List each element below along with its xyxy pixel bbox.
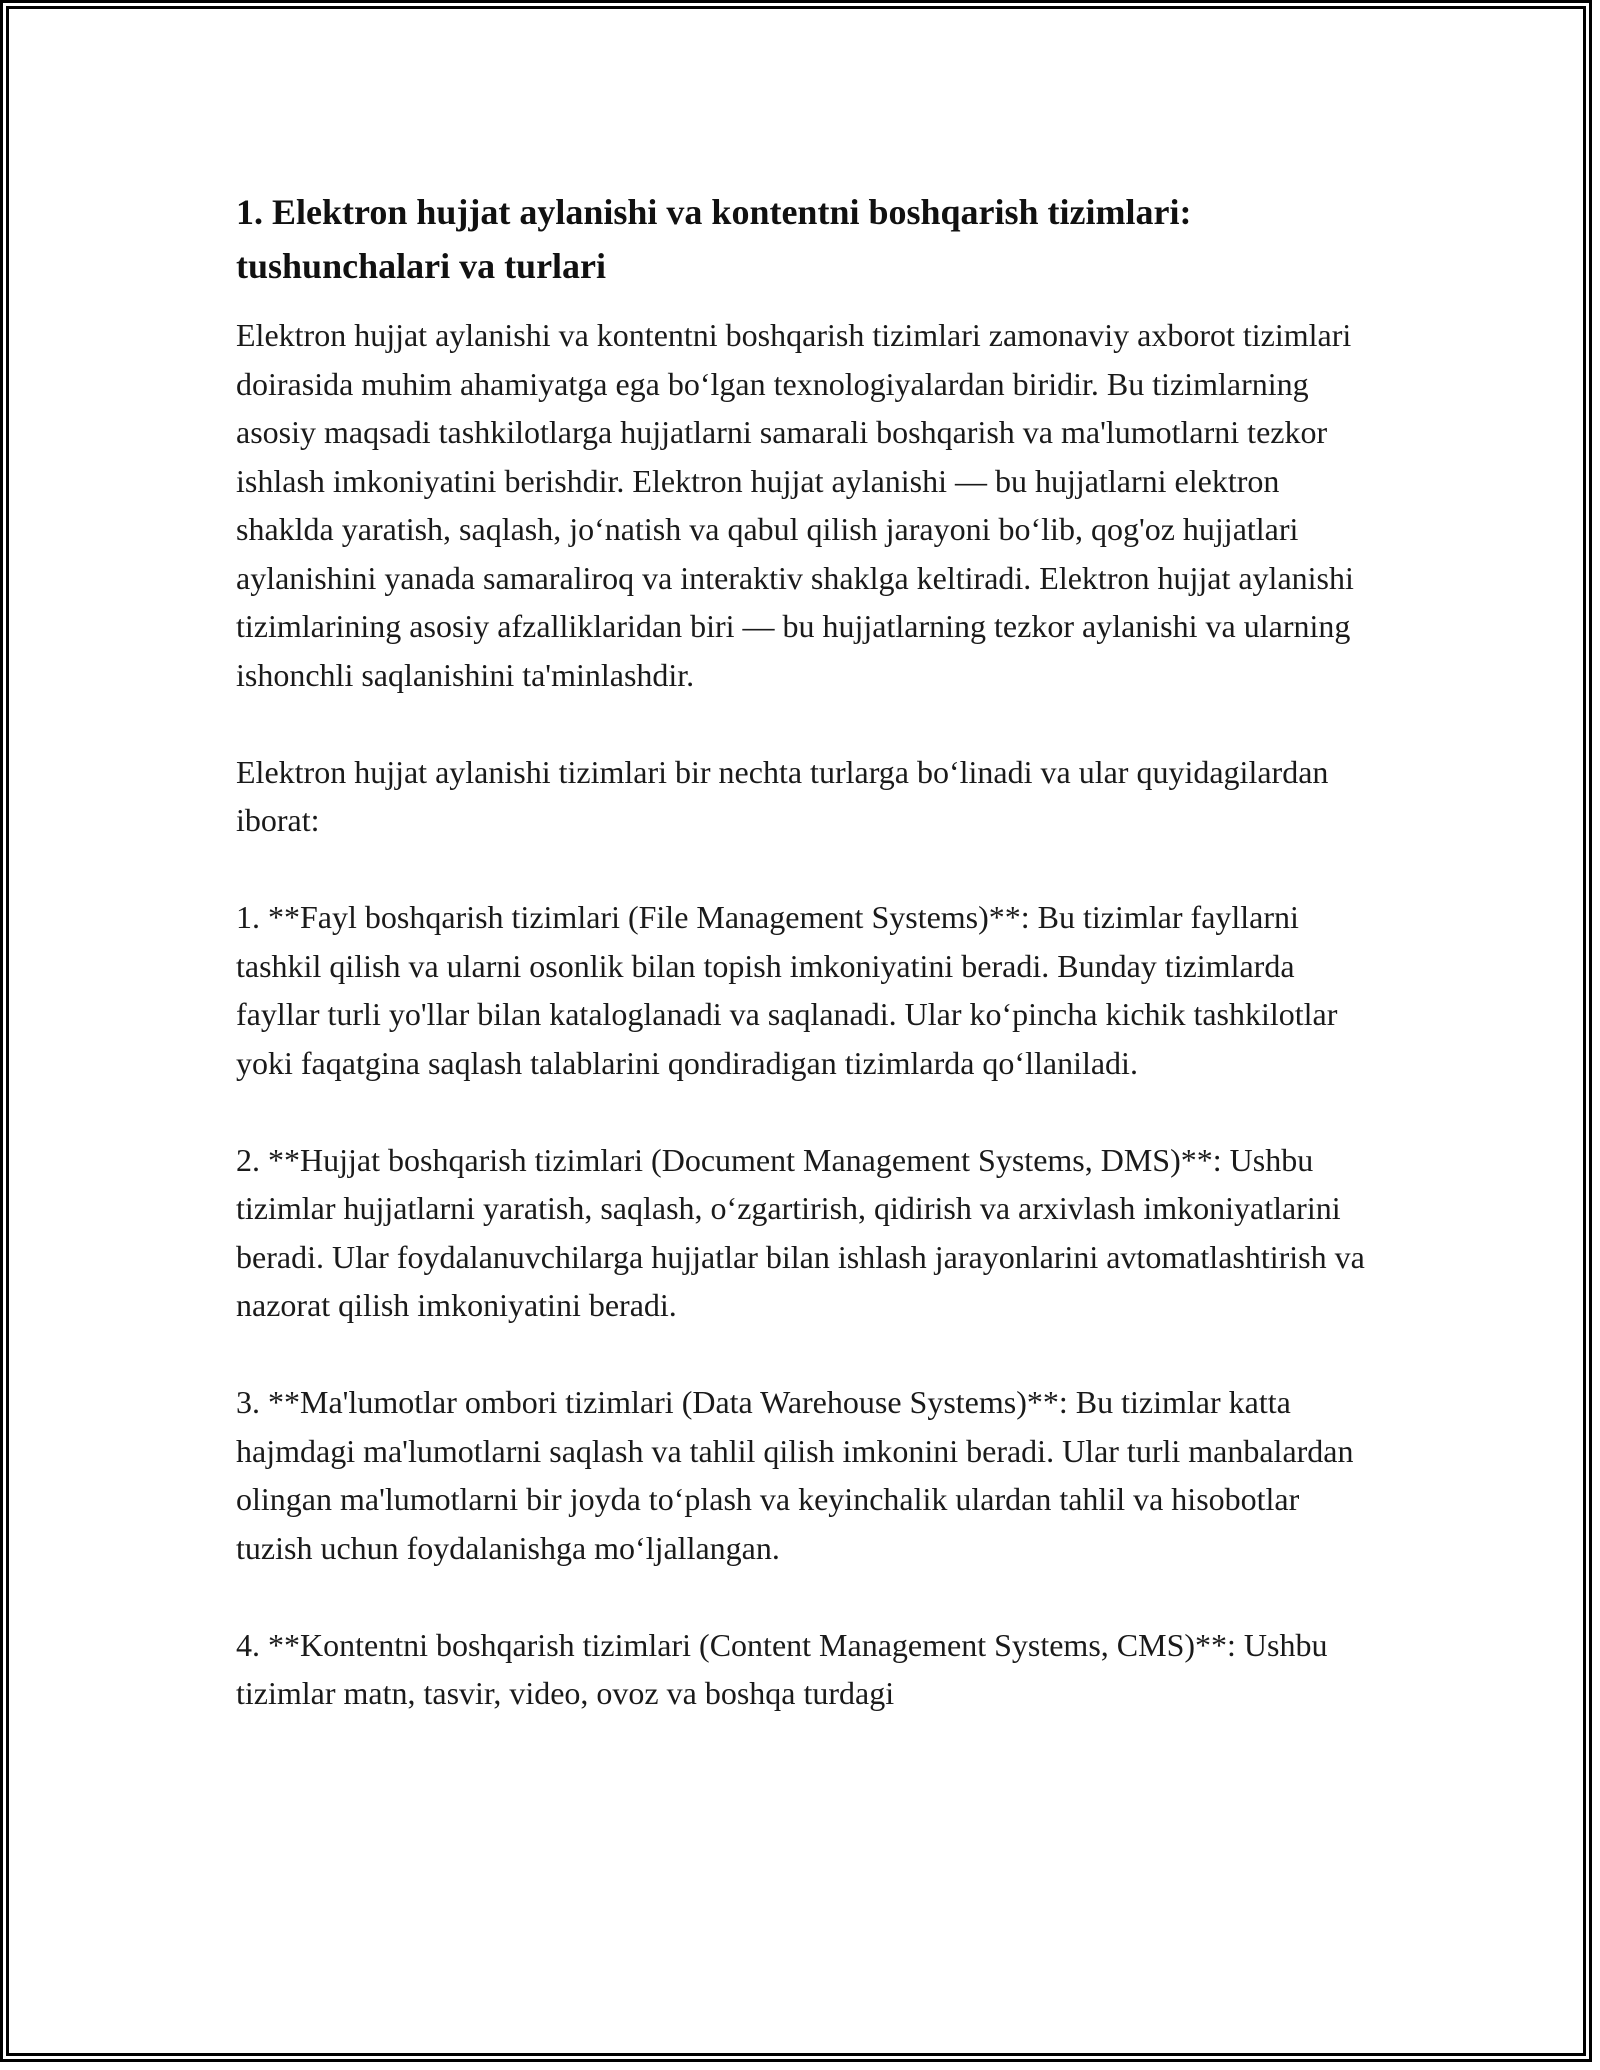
document-body — [236, 185, 1376, 1766]
list-item-file-management: 1. **Fayl boshqarish tizimlari (File Management Systems)**: Bu tizimlar fayllarni tashkil qilish va ularni osonlik bilan topish imkoniyatini beradi. Bunday tizimlarda fayllar turli yo'llar bilan kataloglanadi va saqlanadi. Ular ko‘pincha kichik tashkilotlar yoki faqatgina saqlash talablarini qondiradigan tizimlarda qo‘llaniladi. — [236, 899, 1338, 1081]
list-item-document-management: 2. **Hujjat boshqarish tizimlari (Document Management Systems, DMS)**: Ushbu tizimlar hujjatlarni yaratish, saqlash, o‘zgartirish, qidirish va arxivlash imkoniyatlarini beradi. Ular foydalanuvchilarga hujjatlar bilan ishlash jarayonlarini avtomatlashtirish va nazorat qilish imkoniyatini beradi. — [236, 1141, 1365, 1323]
intro-paragraph: Elektron hujjat aylanishi va kontentni boshqarish tizimlari zamonaviy axborot tizimlari doirasida muhim ahamiyatga ega bo‘lgan texnologiyalardan biridir. Bu tizimlarning asosiy maqsadi tashkilotlarga hujjatlarni samarali boshqarish va ma'lumotlarni tezkor ishlash imkoniyatini berishdir. Elektron hujjat aylanishi — bu hujjatlarni elektron shaklda yaratish, saqlash, jo‘natish va qabul qilish jarayoni bo‘lib, qog'oz hujjatlari aylanishini yanada samaraliroq va interaktiv shaklga keltiradi. Elektron hujjat aylanishi tizimlarining asosiy afzalliklaridan biri — bu hujjatlarning tezkor aylanishi va ularning ishonchli saqlanishini ta'minlashdir. — [236, 317, 1354, 693]
document-title: 1. Elektron hujjat aylanishi va kontentni boshqarish tizimlari: tushunchalari va turlari — [236, 192, 1192, 286]
types-intro-paragraph: Elektron hujjat aylanishi tizimlari bir nechta turlarga bo‘linadi va ular quyidagilardan iborat: — [236, 753, 1329, 838]
list-item-data-warehouse: 3. **Ma'lumotlar ombori tizimlari (Data Warehouse Systems)**: Bu tizimlar katta hajmdagi ma'lumotlarni saqlash va tahlil qilish imkonini beradi. Ular turli manbalardan olingan ma'lumotlarni bir joyda to‘plash va keyinchalik ulardan tahlil va hisobotlar tuzish uchun foydalanishga mo‘ljallangan. — [236, 1384, 1354, 1566]
list-item-content-management: 4. **Kontentni boshqarish tizimlari (Content Management Systems, CMS)**: Ushbu tizimlar matn, tasvir, video, ovoz va boshqa turdagi — [236, 1626, 1328, 1711]
